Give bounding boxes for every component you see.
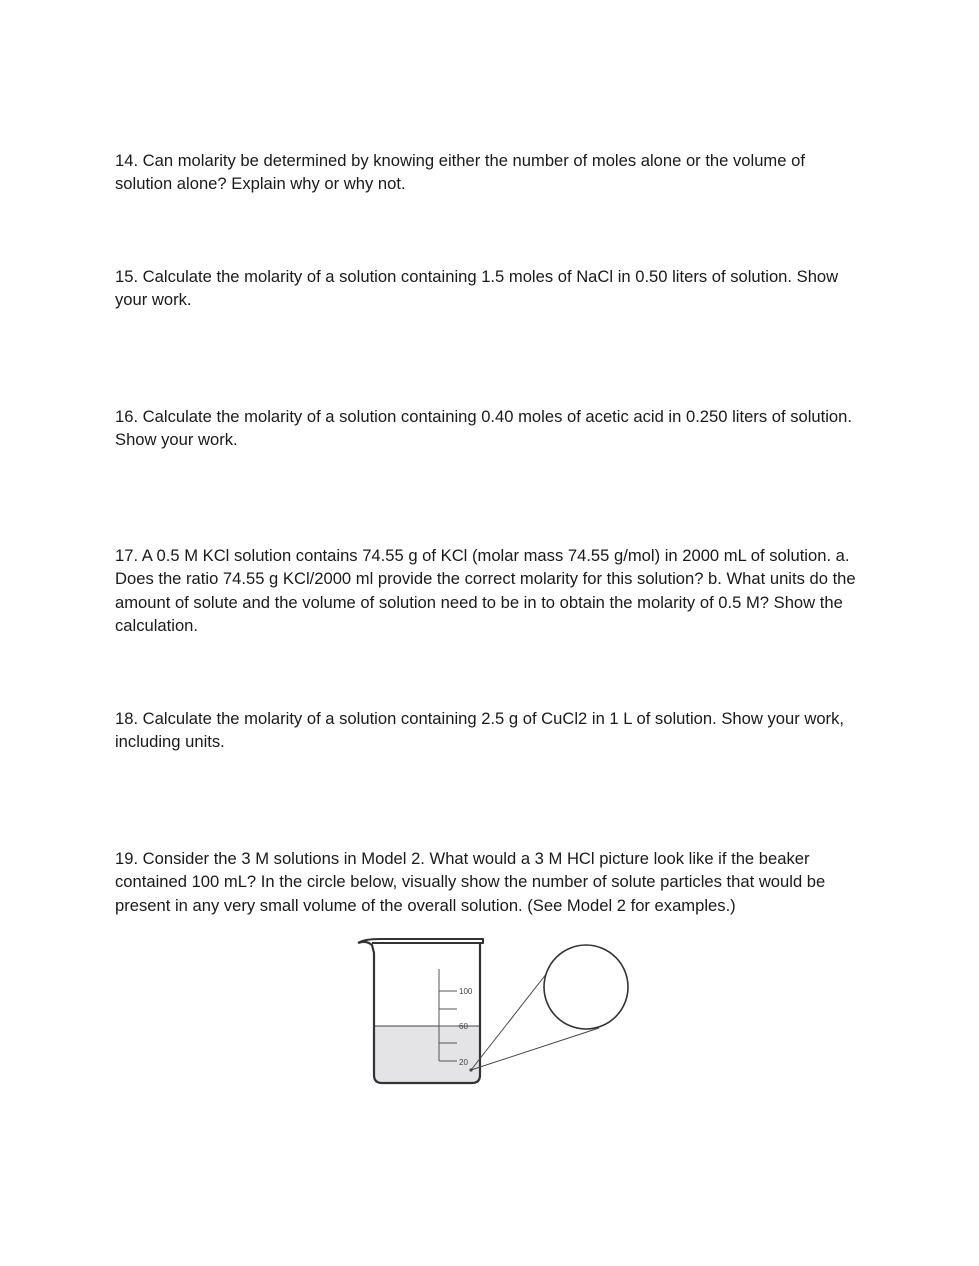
- beaker-diagram: [340, 915, 650, 1100]
- question-14: 14. Can molarity be determined by knowing either the number of moles alone or the volume of solution alone? Explain why or why not.: [115, 151, 805, 194]
- question-19: 19. Consider the 3 M solutions in Model 2. What would a 3 M HCl picture look like if the beaker contained 100 mL? In the circle below, visually show the number of solute particles that would be present in any very small volume of the overall solution. (See Model 2 for examples.): [115, 849, 826, 915]
- magnified-view-circle: [544, 945, 628, 1029]
- beaker-rim: [358, 939, 483, 943]
- graduation-label-20: 20: [459, 1058, 468, 1067]
- question-16: 16. Calculate the molarity of a solution containing 0.40 moles of acetic acid in 0.250 liters of solution. Show your work.: [115, 407, 852, 450]
- zoom-line-lower: [471, 1028, 599, 1070]
- question-17: 17. A 0.5 M KCl solution contains 74.55 g of KCl (molar mass 74.55 g/mol) in 2000 mL of solution. a. Does the ratio 74.55 g KCl/2000 ml provide the correct molarity for this solution? b. What units do the amount of solute and the volume of solution need to be in to obtain the molarity of 0.5 M? Show the calculation.: [115, 546, 856, 635]
- graduation-label-100: 100: [459, 987, 473, 996]
- question-15: 15. Calculate the molarity of a solution containing 1.5 moles of NaCl in 0.50 liters of solution. Show your work.: [115, 267, 839, 310]
- zoom-line-upper: [471, 973, 547, 1070]
- graduation-label-60: 60: [459, 1022, 468, 1031]
- beaker-solution: [374, 1026, 480, 1083]
- question-18: 18. Calculate the molarity of a solution containing 2.5 g of CuCl2 in 1 L of solution. Show your work, including units.: [115, 709, 844, 752]
- zoom-point: [469, 1068, 472, 1071]
